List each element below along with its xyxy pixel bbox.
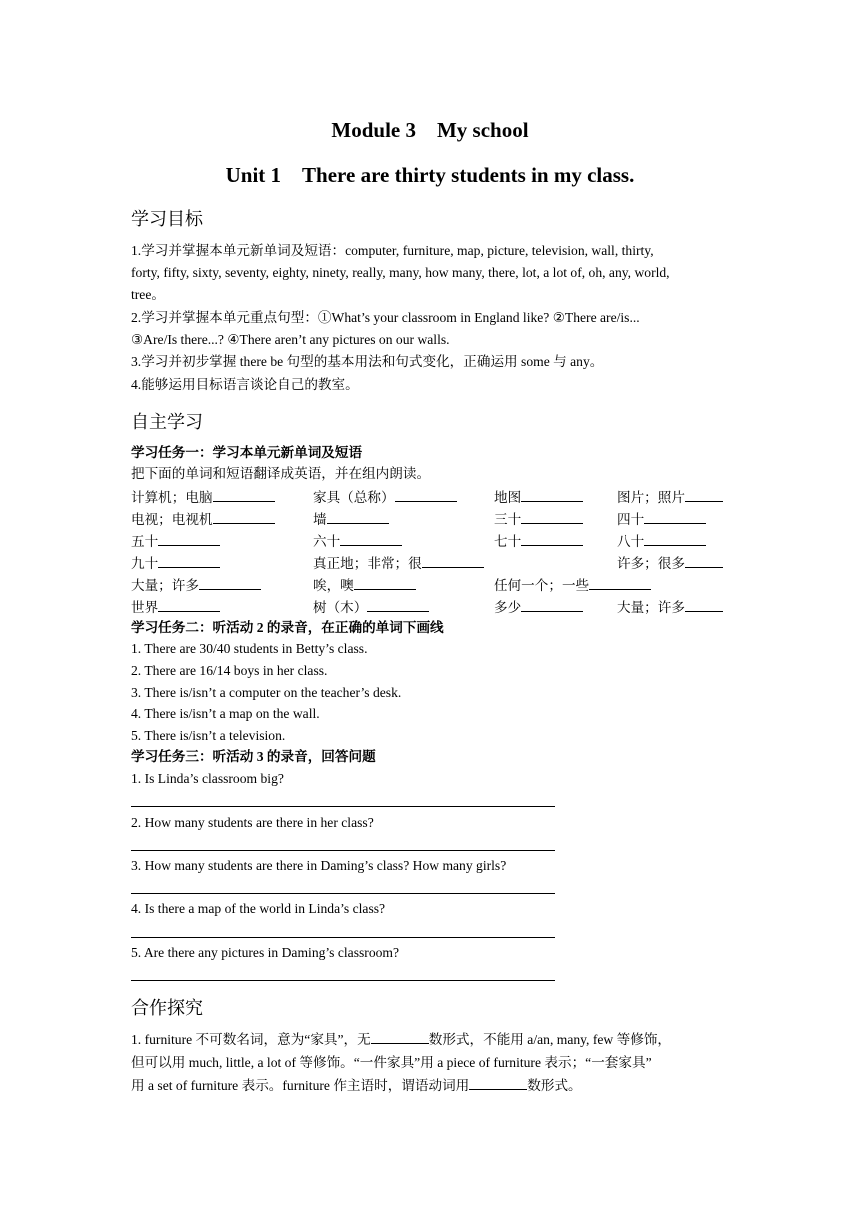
task3-question: 3. How many students are there in Daming’s class? How many girls?	[131, 858, 507, 873]
answer-blank[interactable]	[685, 552, 723, 568]
vocab-row	[131, 574, 736, 596]
cooperation-heading: 合作探究	[131, 998, 203, 1019]
objective-line: 4.能够运用目标语言谈论自己的教室。	[131, 377, 359, 392]
furniture-note-part: 但可以用 much, little, a lot of 等修饰。“一件家具”用 a piece of furniture 表示；“一套家具”	[131, 1055, 652, 1070]
answer-blank[interactable]	[521, 596, 583, 612]
objective-line: tree。	[131, 287, 165, 302]
answer-blank[interactable]	[521, 508, 583, 524]
answer-blank[interactable]	[395, 486, 457, 502]
task2-item: 1. There are 30/40 students in Betty’s class.	[131, 641, 368, 656]
task1-instruction: 把下面的单词和短语翻译成英语，并在组内朗读。	[131, 466, 431, 481]
vocab-row	[131, 508, 736, 530]
answer-blank[interactable]	[644, 530, 706, 546]
objective-line: 3.学习并初步掌握 there be 句型的基本用法和句式变化，正确运用 some 与 any。	[131, 354, 604, 369]
vocab-prompt: 图片；照片	[617, 490, 685, 505]
task2-item: 4. There is/isn’t a map on the wall.	[131, 706, 320, 721]
cooperation-paragraph-line	[131, 1029, 736, 1052]
task3-title: 学习任务三：听活动 3 的录音，回答问题	[131, 749, 376, 764]
answer-blank[interactable]	[158, 596, 220, 612]
answer-line[interactable]	[131, 893, 555, 894]
task3-question: 1. Is Linda’s classroom big?	[131, 771, 284, 786]
task2-title: 学习任务二：听活动 2 的录音，在正确的单词下画线	[131, 620, 444, 635]
vocab-prompt: 八十	[617, 534, 645, 549]
answer-blank[interactable]	[158, 530, 220, 546]
objective-line: 2.学习并掌握本单元重点句型：①What’s your classroom in England like? ②There are/is...	[131, 310, 640, 325]
cooperation-paragraph-line	[131, 1052, 736, 1075]
answer-blank[interactable]	[340, 530, 402, 546]
vocab-row	[131, 486, 736, 508]
vocab-prompt: 六十	[313, 534, 341, 549]
vocab-prompt: 树（木）	[313, 600, 368, 615]
module-title: Module 3 My school	[331, 118, 529, 142]
answer-blank[interactable]	[367, 596, 429, 612]
objective-line: forty, fifty, sixty, seventy, eighty, ninety, really, many, how many, there, lot, a lot of, oh, any, world,	[131, 265, 670, 280]
answer-line[interactable]	[131, 980, 555, 981]
answer-blank[interactable]	[158, 552, 220, 568]
vocab-prompt: 许多；很多	[617, 556, 685, 571]
answer-blank[interactable]	[589, 574, 651, 590]
vocab-prompt: 唉，噢	[313, 578, 354, 593]
vocab-prompt: 任何一个；一些	[494, 578, 590, 593]
vocab-prompt: 多少	[494, 600, 522, 615]
vocab-row	[131, 552, 736, 574]
vocab-prompt: 家具（总称）	[313, 490, 395, 505]
furniture-note-part: 1. furniture 不可数名词，意为“家具”，无	[131, 1032, 371, 1047]
vocab-prompt: 五十	[131, 534, 159, 549]
vocab-prompt: 地图	[494, 490, 522, 505]
answer-blank[interactable]	[685, 596, 723, 612]
vocab-prompt: 九十	[131, 556, 159, 571]
objectives-heading: 学习目标	[131, 209, 203, 230]
answer-blank[interactable]	[213, 486, 275, 502]
answer-blank[interactable]	[371, 1029, 429, 1044]
answer-line[interactable]	[131, 937, 555, 938]
vocab-prompt: 大量；许多	[131, 578, 199, 593]
answer-blank[interactable]	[644, 508, 706, 524]
answer-blank[interactable]	[469, 1075, 527, 1090]
vocab-prompt: 真正地；非常；很	[313, 556, 422, 571]
answer-blank[interactable]	[354, 574, 416, 590]
task1-title: 学习任务一：学习本单元新单词及短语	[131, 445, 363, 460]
task3-question: 2. How many students are there in her class?	[131, 815, 374, 830]
answer-blank[interactable]	[213, 508, 275, 524]
answer-line[interactable]	[131, 806, 555, 807]
objective-line: 1.学习并掌握本单元新单词及短语：computer, furniture, map, picture, television, wall, thirty,	[131, 243, 654, 258]
answer-blank[interactable]	[422, 552, 484, 568]
task3-question: 5. Are there any pictures in Daming’s classroom?	[131, 945, 400, 960]
answer-blank[interactable]	[327, 508, 389, 524]
vocab-row	[131, 596, 736, 618]
answer-blank[interactable]	[521, 486, 583, 502]
vocab-prompt: 计算机；电脑	[131, 490, 213, 505]
task3-question: 4. Is there a map of the world in Linda’s class?	[131, 901, 386, 916]
answer-line[interactable]	[131, 850, 555, 851]
vocab-prompt: 电视；电视机	[131, 512, 213, 527]
vocab-prompt: 世界	[131, 600, 159, 615]
answer-blank[interactable]	[199, 574, 261, 590]
answer-blank[interactable]	[521, 530, 583, 546]
vocab-prompt: 三十	[494, 512, 522, 527]
furniture-note-part: 数形式。	[527, 1078, 582, 1093]
answer-blank[interactable]	[685, 486, 723, 502]
vocab-prompt: 墙	[313, 512, 327, 527]
cooperation-paragraph-line	[131, 1075, 736, 1098]
furniture-note-part: 用 a set of furniture 表示。furniture 作主语时，谓语动词用	[131, 1078, 470, 1093]
vocab-prompt: 大量；许多	[617, 600, 685, 615]
vocab-row	[131, 530, 736, 552]
self-study-heading: 自主学习	[131, 412, 203, 433]
task2-item: 5. There is/isn’t a television.	[131, 728, 286, 743]
task2-item: 3. There is/isn’t a computer on the teacher’s desk.	[131, 685, 402, 700]
objective-line: ③Are/Is there...? ④There aren’t any pictures on our walls.	[131, 332, 450, 347]
unit-title: Unit 1 There are thirty students in my class.	[225, 163, 635, 187]
vocab-prompt: 七十	[494, 534, 522, 549]
furniture-note-part: 数形式，不能用 a/an, many, few 等修饰，	[428, 1032, 672, 1047]
task2-item: 2. There are 16/14 boys in her class.	[131, 663, 328, 678]
vocab-prompt: 四十	[617, 512, 645, 527]
